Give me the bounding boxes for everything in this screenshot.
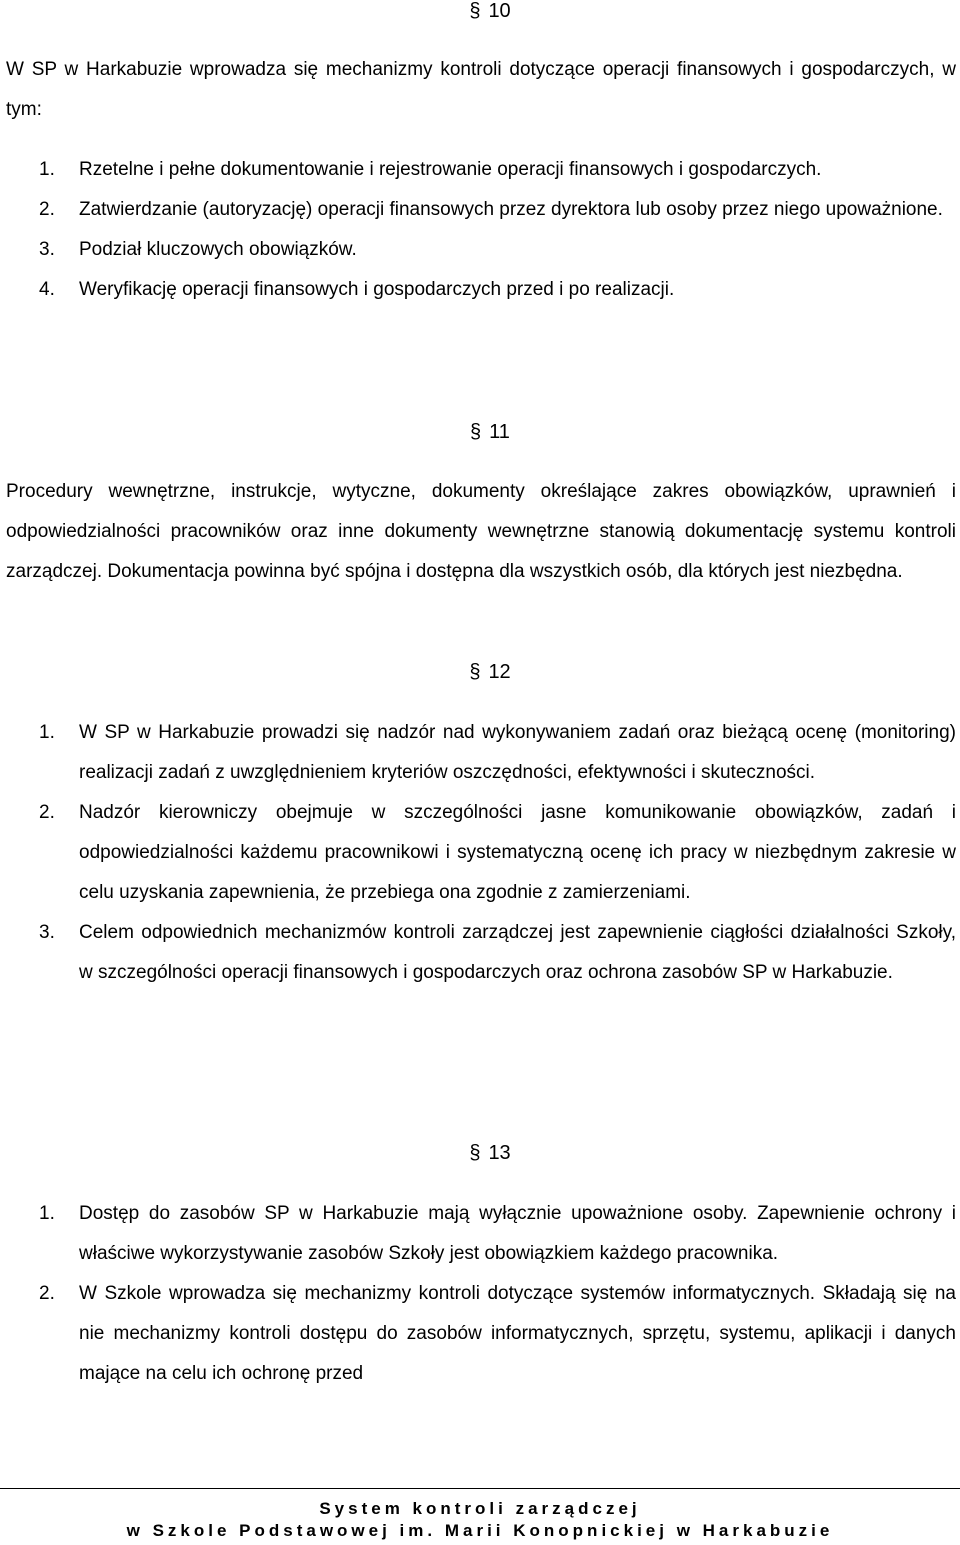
list-item: 3. Celem odpowiednich mechanizmów kontroli zarządczej jest zapewnienie ciągłości działalności Szkoły, w szczególności operacji finansowych i gospodarczych oraz ochrona zasobów SP w Harkabuzie. [39,922,956,983]
list-item: 2. W Szkole wprowadza się mechanizmy kontroli dotyczące systemów informatycznych. Składają się na nie mechanizmy kontroli dostępu do zasobów informatycznych, sprzętu, systemu, aplikacji i danych mające na celu ich ochronę przed [39,1283,956,1384]
list-item: 2. Nadzór kierowniczy obejmuje w szczególności jasne komunikowanie obowiązków, zadań i odpowiedzialności każdemu pracownikowi i systematyczną ocenę ich pracy w niezbędnym zakresie w celu uzyskania zapewnienia, że przebiega ona zgodnie z zamierzeniami. [39,802,956,903]
footer-divider [0,1488,960,1489]
section-12-list [6,713,956,993]
list-item: 2. Zatwierdzanie (autoryzację) operacji finansowych przez dyrektora lub osoby przez niego upoważnione. [39,199,943,220]
paragraph-symbol: § [469,0,481,22]
list-item: 1. Dostęp do zasobów SP w Harkabuzie mają wyłącznie upoważnione osoby. Zapewnienie ochrony i właściwe wykorzystywanie zasobów Szkoły jest obowiązkiem każdego pracownika. [39,1203,956,1264]
section-11-heading: § 11 [470,421,510,443]
list-item: 1. Rzetelne i pełne dokumentowanie i rejestrowanie operacji finansowych i gospodarczych. [39,159,822,180]
section-10-list [6,150,956,310]
section-11-text: Procedury wewnętrzne, instrukcje, wytyczne, dokumenty określające zakres obowiązków, uprawnień i odpowiedzialności pracowników oraz inne dokumenty wewnętrzne stanowią dokumentację systemu kontroli zarządczej. Dokumentacja powinna być spójna i dostępna dla wszystkich osób, dla których jest niezbędna. [6,481,956,582]
footer-title: System kontroli zarządczej [319,1499,641,1518]
section-12-heading: § 12 [469,661,511,683]
list-item: 3. Podział kluczowych obowiązków. [39,239,357,260]
section-13-list [6,1194,956,1394]
list-item: 1. W SP w Harkabuzie prowadzi się nadzór nad wykonywaniem zadań oraz bieżącą ocenę (monitoring) realizacji zadań z uwzględnieniem kryteriów oszczędności, efektywności i skuteczności. [39,722,956,783]
section-10-intro: W SP w Harkabuzie wprowadza się mechanizmy kontroli dotyczące operacji finansowych i gospodarczych, w tym: [6,59,956,120]
footer-school-name: w Szkole Podstawowej im. Marii Konopnickiej w Harkabuzie [126,1521,834,1540]
list-item: 4. Weryfikację operacji finansowych i gospodarczych przed i po realizacji. [39,279,675,300]
section-10-heading: § 10 [469,0,511,22]
section-13-heading: § 13 [469,1142,511,1164]
